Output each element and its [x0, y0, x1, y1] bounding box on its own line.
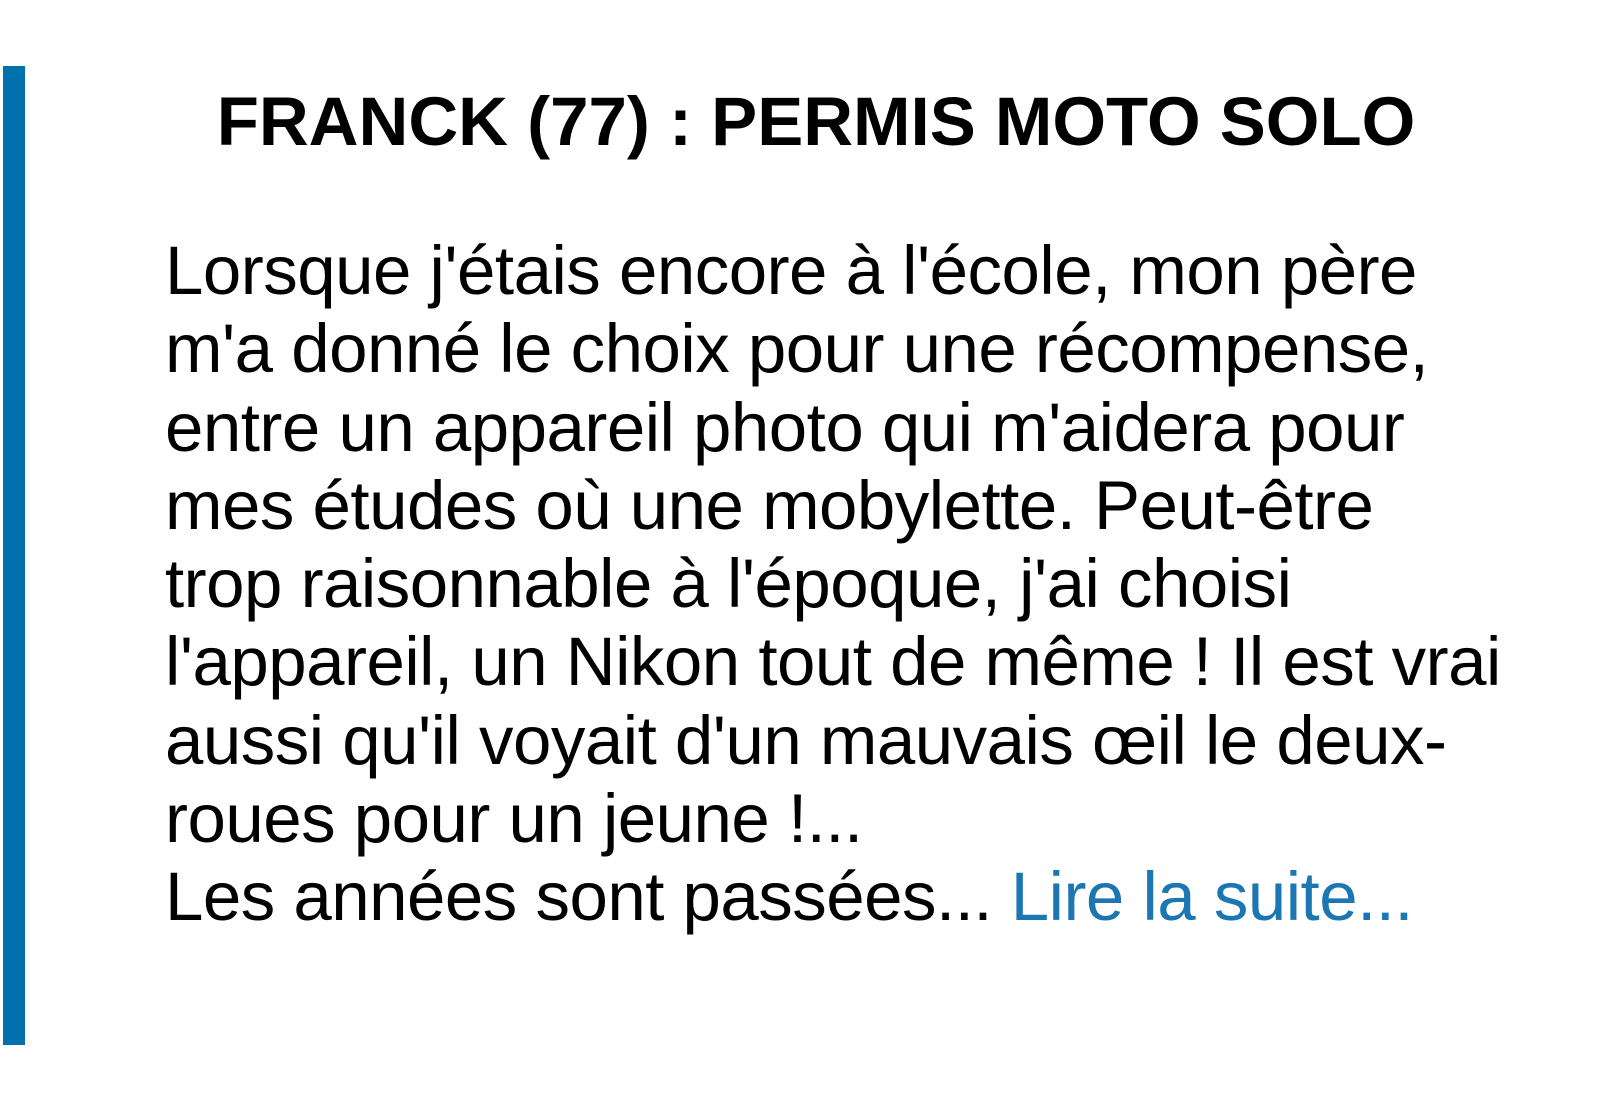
article-line: m'a donné le choix pour une récompense, — [165, 310, 1429, 388]
article-line: trop raisonnable à l'époque, j'ai choisi — [165, 545, 1292, 623]
read-more-link[interactable]: Lire la suite... — [1010, 858, 1414, 936]
article-line: roues pour un jeune !... — [165, 780, 863, 858]
article-line: l'appareil, un Nikon tout de même ! Il est vrai — [165, 623, 1501, 701]
article-line: mes études où une mobylette. Peut-être — [165, 466, 1374, 544]
accent-bar — [3, 66, 25, 1045]
article-line: aussi qu'il voyait d'un mauvais œil le deux- — [165, 701, 1447, 779]
article-last-line-text: Les années sont passées... — [165, 858, 1011, 936]
article-line: Lorsque j'étais encore à l'école, mon père — [165, 232, 1417, 309]
article-line: entre un appareil photo qui m'aidera pour — [165, 388, 1405, 466]
article-body — [165, 232, 1565, 937]
page-title: FRANCK (77) : PERMIS MOTO SOLO — [216, 83, 1416, 160]
article-last-line — [165, 858, 1565, 936]
